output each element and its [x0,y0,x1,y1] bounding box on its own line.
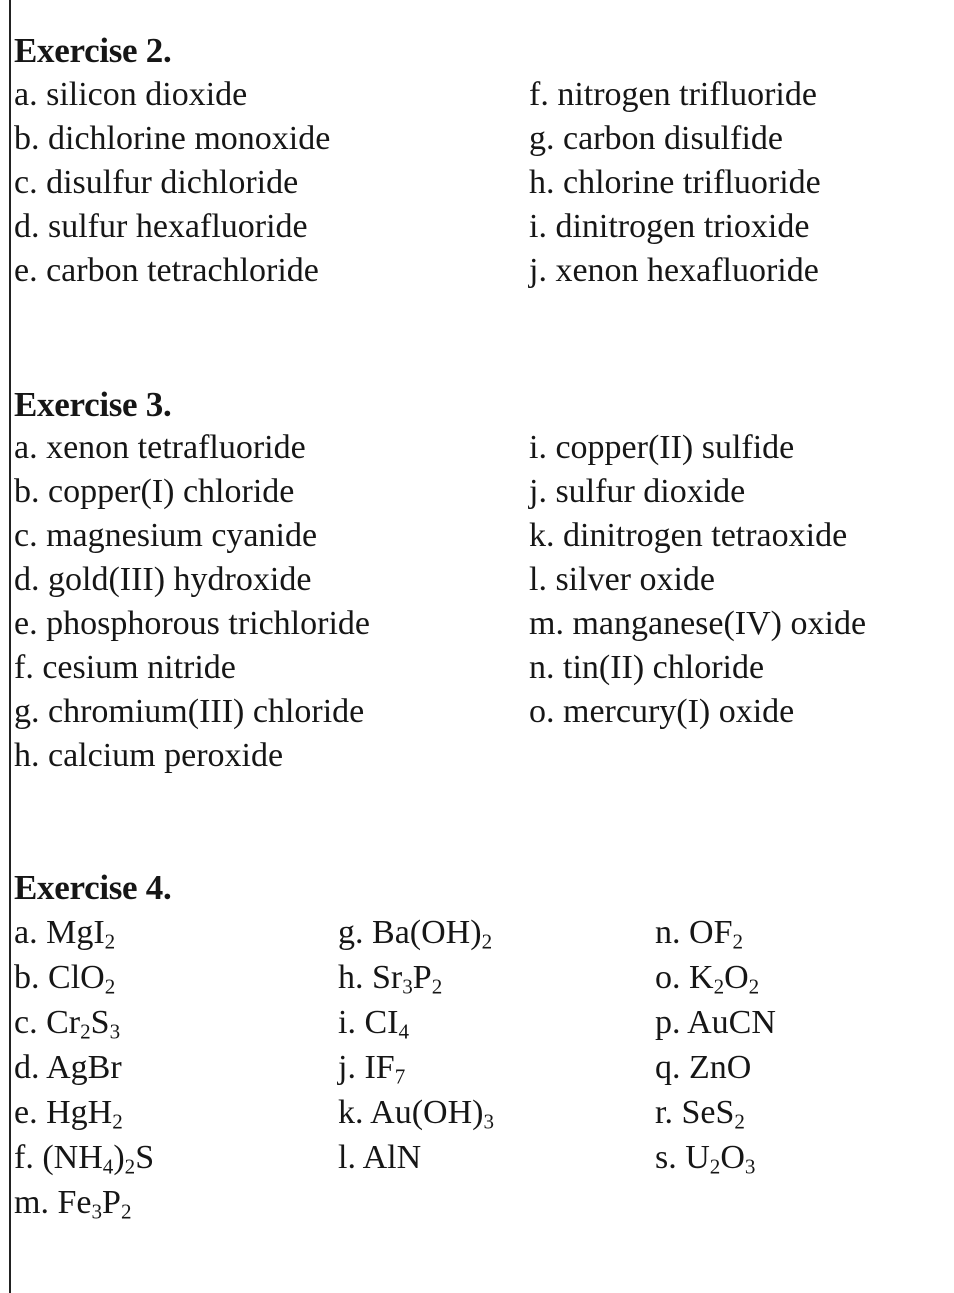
list-item: r. SeS$_2$ [655,1094,745,1134]
list-item: g. carbon disulfide [529,120,783,157]
list-item: d. gold(III) hydroxide [14,561,312,598]
page-left-border [9,0,11,1293]
list-item: i. dinitrogen trioxide [529,208,810,245]
list-item: q. ZnO [655,1049,752,1086]
exercise-3-left-column [14,426,370,778]
list-item: e. phosphorous trichloride [14,605,370,642]
list-item: b. ClO$_2$ [14,959,116,999]
list-item: k. dinitrogen tetraoxide [529,517,848,554]
list-item: h. $Sr_3P_2$ [338,959,443,999]
list-item: j. $IF_7$ [338,1049,406,1089]
list-item: c. $Cr_2S_3$ [14,1004,121,1044]
list-item: f. $(NH_4)_2S$ [14,1139,155,1179]
list-item: c. disulfur dichloride [14,164,299,201]
list-item: g. chromium(III) chloride [14,693,365,730]
list-item: o. mercury(I) oxide [529,693,795,730]
list-item: s. $U_2O_3$ [655,1139,756,1179]
list-item: h. chlorine trifluoride [529,164,821,201]
list-item: k. $Au(OH)_3$ [338,1094,495,1134]
list-item: j. xenon hexafluoride [529,252,819,289]
list-item: e. carbon tetrachloride [14,252,319,289]
exercise-4-heading: Exercise 4. [14,868,172,907]
list-item: d. sulfur hexafluoride [14,208,308,245]
list-item: e. HgH$_2$ [14,1094,123,1134]
list-item: p. AuCN [655,1004,776,1041]
list-item: b. dichlorine monoxide [14,120,331,157]
list-item: c. magnesium cyanide [14,517,318,554]
exercise-3-heading: Exercise 3. [14,385,172,424]
list-item: d. AgBr [14,1049,122,1086]
exercise-2-right-column [529,73,821,293]
list-item: o. $K_2O_2$ [655,959,760,999]
exercise-4-left-column [14,910,154,1225]
exercise-3-right-column [529,426,866,734]
list-item: a. xenon tetrafluoride [14,429,306,466]
list-item: f. nitrogen trifluoride [529,76,817,113]
list-item: i. $CI_4$ [338,1004,410,1044]
list-item: f. cesium nitride [14,649,236,686]
exercise-4-right-column [655,910,776,1180]
list-item: n. $OF_2$ [655,914,744,954]
list-item: a. MgI$_2$ [14,914,116,954]
list-item: m. $Fe_3P_2$ [14,1184,132,1224]
list-item: b. copper(I) chloride [14,473,295,510]
list-item: n. tin(II) chloride [529,649,765,686]
list-item: a. silicon dioxide [14,76,248,113]
list-item: j. sulfur dioxide [529,473,746,510]
list-item: i. copper(II) sulfide [529,429,795,466]
list-item: m. manganese(IV) oxide [529,605,867,642]
exercise-4-middle-column [338,910,494,1180]
list-item: g. $Ba(OH)_2$ [338,914,493,954]
exercise-2-heading: Exercise 2. [14,31,172,70]
list-item: l. silver oxide [529,561,716,598]
list-item: h. calcium peroxide [14,737,284,774]
list-item: l. AlN [338,1139,422,1176]
exercise-2-left-column [14,73,330,293]
